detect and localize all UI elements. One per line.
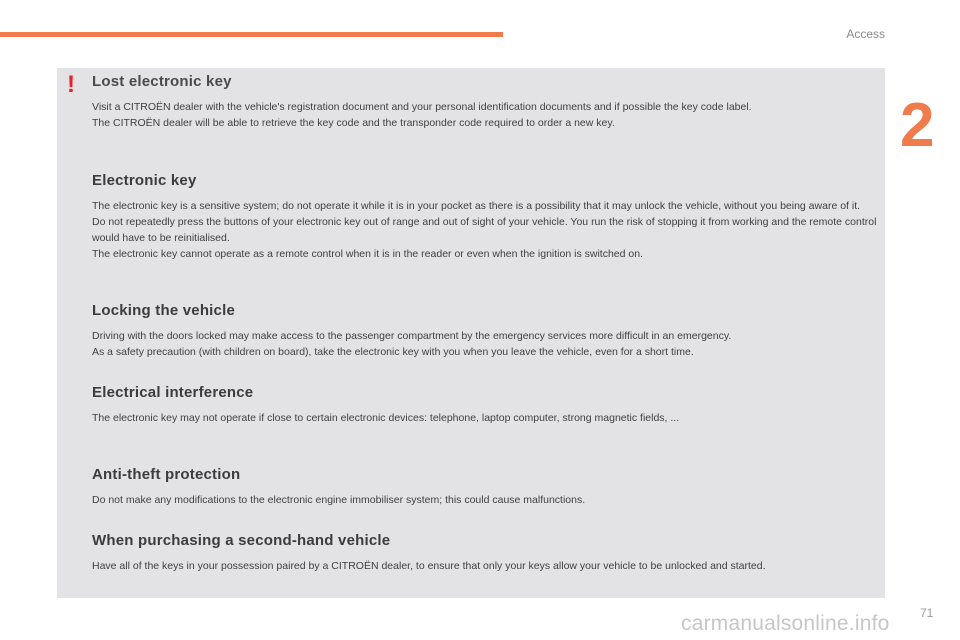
paragraph: Driving with the doors locked may make access to the passenger compartment by the emergency services more difficult in an emergency. [92,330,732,342]
paragraph: The electronic key is a sensitive system; do not operate it while it is in your pocket as there is a possibility that it may unlock the vehicle, without you being aware of it. [92,200,861,212]
paragraph: Visit a CITROËN dealer with the vehicle's registration document and your personal identification documents and if possible the key code label. [92,101,752,113]
watermark: carmanualsonline.info [681,612,890,635]
paragraph: As a safety precaution (with children on board), take the electronic key with you when you leave the vehicle, even for a short time. [92,346,694,358]
paragraph: The electronic key cannot operate as a remote control when it is in the reader or even when the ignition is switched on. [92,248,643,260]
section-title: Lost electronic key [92,73,232,90]
chapter-number: 2 [900,91,935,160]
section-anti-theft-protection [92,466,882,508]
paragraph: Have all of the keys in your possession paired by a CITROËN dealer, to ensure that only your keys allow your vehicle to be unlocked and started. [92,560,766,572]
section-second-hand-vehicle [92,532,882,574]
section-lost-electronic-key [92,73,882,131]
section-title: When purchasing a second-hand vehicle [92,532,391,549]
section-title: Electronic key [92,172,197,189]
header-accent-bar [0,32,503,37]
section-electrical-interference [92,384,882,426]
paragraph: The CITROËN dealer will be able to retrieve the key code and the transponder code required to order a new key. [92,117,615,129]
section-title: Locking the vehicle [92,302,236,319]
page-number: 71 [920,606,934,620]
section-name: Access [846,27,885,41]
paragraph: Do not make any modifications to the electronic engine immobiliser system; this could cause malfunctions. [92,494,586,506]
paragraph: The electronic key may not operate if close to certain electronic devices: telephone, laptop computer, strong magnetic fields, ... [92,412,680,424]
section-electronic-key [92,172,882,262]
paragraph: Do not repeatedly press the buttons of your electronic key out of range and out of sight of your vehicle. You run the risk of stopping it from working and the remote control would have to be reinitialised. [92,216,877,244]
section-locking-the-vehicle [92,302,882,360]
section-title: Electrical interference [92,384,254,401]
section-title: Anti-theft protection [92,466,241,483]
exclamation-icon: ! [67,71,75,98]
